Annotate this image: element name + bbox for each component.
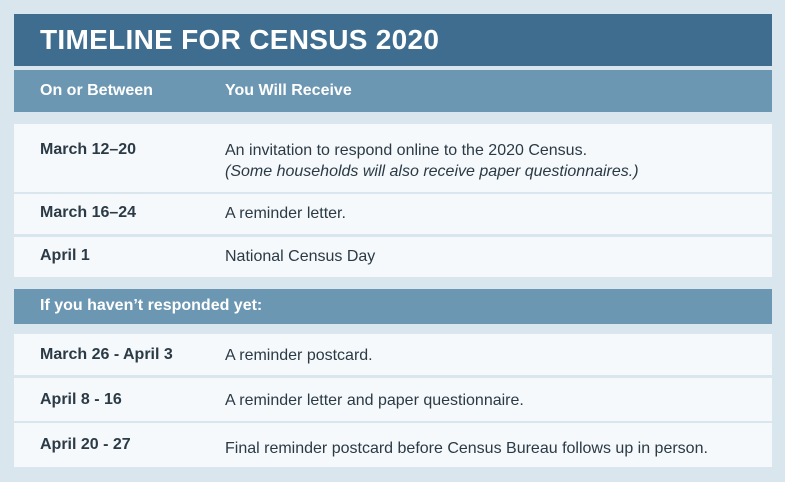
- column-header-date: On or Between: [40, 82, 153, 99]
- row-date: March 16–24: [40, 204, 137, 221]
- page-title: TIMELINE FOR CENSUS 2020: [40, 24, 440, 55]
- table-row: [14, 194, 772, 234]
- row-description: A reminder letter.: [225, 205, 346, 222]
- row-description: National Census Day: [225, 248, 376, 265]
- row-description: A reminder postcard.: [225, 347, 373, 364]
- title-bar: [14, 14, 772, 66]
- row-description: Final reminder postcard before Census Bureau follows up in person.: [225, 440, 708, 457]
- row-date: April 8 - 16: [40, 391, 122, 408]
- row-description: A reminder letter and paper questionnaire.: [225, 392, 524, 409]
- row-text: An invitation to respond online to the 2020 Census.: [225, 142, 588, 159]
- table-row: [14, 124, 772, 192]
- row-date: April 1: [40, 247, 90, 264]
- table-row: [14, 334, 772, 375]
- row-date: March 26 - April 3: [40, 346, 173, 363]
- row-date: March 12–20: [40, 141, 137, 158]
- table-header: [14, 70, 772, 112]
- row-date: April 20 - 27: [40, 436, 131, 453]
- column-header-receive: You Will Receive: [225, 82, 352, 99]
- row-note: (Some households will also receive paper questionnaires.): [225, 163, 639, 180]
- section-header: [14, 289, 772, 324]
- row-description: [225, 140, 639, 182]
- table-row: [14, 237, 772, 277]
- table-row: [14, 423, 772, 467]
- table-row: [14, 378, 772, 421]
- section-label: If you haven’t responded yet:: [40, 297, 263, 314]
